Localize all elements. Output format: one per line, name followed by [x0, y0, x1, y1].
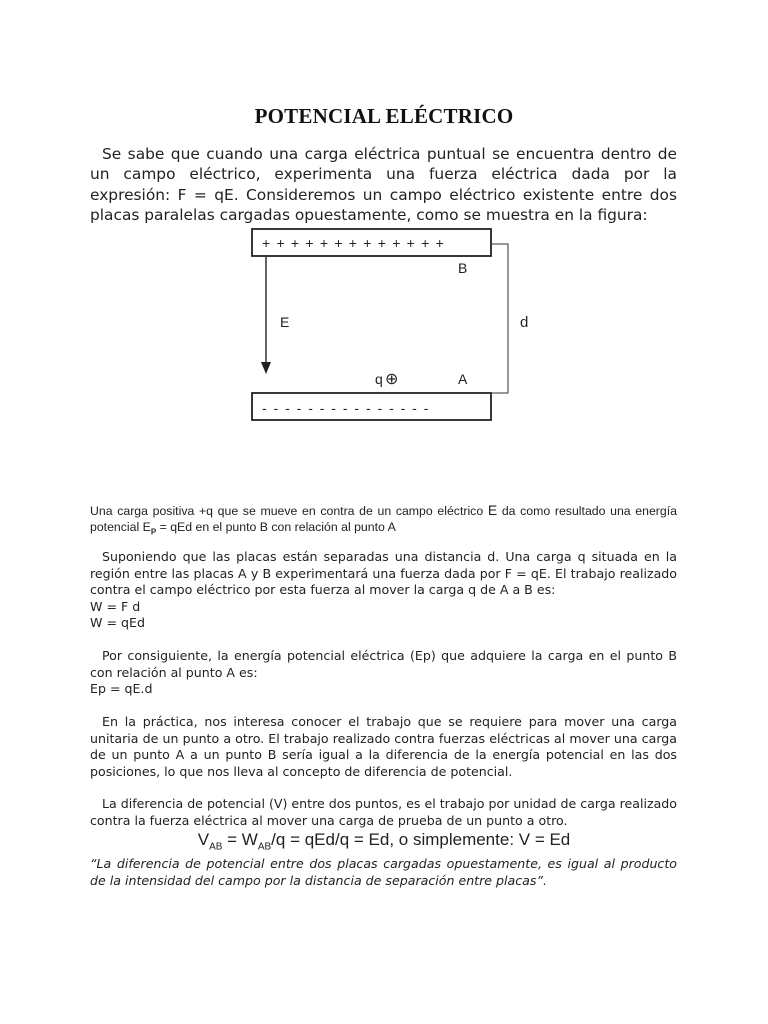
positive-plate-signs: + + + + + + + + + + + + +	[262, 235, 445, 251]
label-a: A	[458, 371, 468, 387]
paragraph-work-text: Suponiendo que las placas están separadas una distancia d. Una carga q situada en la región entre las placas A y B experimentará una fuerza dada por F = qE. El trabajo realizado contra el campo eléctrico por esta fuerza al mover la carga q de A a B es:	[90, 549, 677, 598]
formula-v-sub: AB	[209, 841, 223, 853]
potential-formula	[0, 830, 768, 852]
paragraph-potential-difference	[90, 796, 677, 829]
page-title: POTENCIAL ELÉCTRICO	[254, 104, 514, 128]
negative-plate-signs: - - - - - - - - - - - - - - -	[262, 400, 430, 416]
paragraph-potential-difference-text: La diferencia de potencial (V) entre dos puntos, es el trabajo por unidad de carga realizado contra la fuerza eléctrica al mover una carga de prueba de un punto a otro.	[90, 796, 677, 828]
intro-paragraph	[90, 144, 677, 225]
equation-w-qed: W = qEd	[90, 615, 145, 631]
formula-w-sub: AB	[257, 841, 272, 853]
figure-caption	[90, 502, 677, 541]
caption-text-1: Una carga positiva +q que se mueve en contra de un campo eléctrico	[90, 504, 488, 518]
distance-line	[491, 244, 508, 393]
caption-text-3: = qEd en el punto B con relación al punto A	[156, 520, 396, 535]
paragraph-energy	[90, 648, 677, 698]
equation-w-fd: W = F d	[90, 598, 141, 614]
formula-v: V	[197, 830, 210, 849]
label-b: B	[458, 260, 468, 276]
intro-text: Se sabe que cuando una carga eléctrica puntual se encuentra dentro de un campo eléctrico, experimenta una fuerza eléctrica dada por la expresión: F = qE. Consideremos un campo eléctrico existente entre dos placas paralelas cargadas opuestamente, como se muestra en la figura:	[90, 145, 677, 224]
quote-text: “La diferencia de potencial entre dos placas cargadas opuestamente, es igual al producto de la intensidad del campo por la distancia de separación entre placas”.	[90, 856, 677, 888]
paragraph-practice-text: En la práctica, nos interesa conocer el trabajo que se requiere para mover una carga unitaria de un punto a otro. El trabajo realizado contra fuerzas eléctricas al mover una carga de un punto A a un punto B sería igual a la diferencia de la energía potencial en las dos posiciones, lo que nos lleva al concepto de diferencia de potencial.	[90, 714, 677, 779]
parallel-plates-figure	[240, 222, 540, 432]
caption-text-2: da como resultado una energía potencial E	[90, 504, 677, 535]
paragraph-practice	[90, 714, 677, 780]
equation-ep: Ep = qE.d	[90, 681, 153, 697]
caption-field-symbol: E	[487, 502, 498, 518]
field-arrow-head	[261, 362, 271, 374]
label-e: E	[280, 314, 290, 330]
positive-charge-icon: ⊕	[385, 371, 399, 388]
formula-rest: /q = qEd/q = Ed, o simplemente: V = Ed	[271, 830, 571, 849]
label-d: d	[520, 314, 529, 331]
quote-paragraph	[90, 856, 677, 889]
caption-subscript: P	[150, 527, 157, 537]
paragraph-work	[90, 549, 677, 632]
paragraph-energy-text: Por consiguiente, la energía potencial eléctrica (Ep) que adquiere la carga en el punto B con relación al punto A es:	[90, 648, 677, 680]
formula-w: = W	[222, 830, 258, 849]
label-q: q	[375, 371, 383, 387]
